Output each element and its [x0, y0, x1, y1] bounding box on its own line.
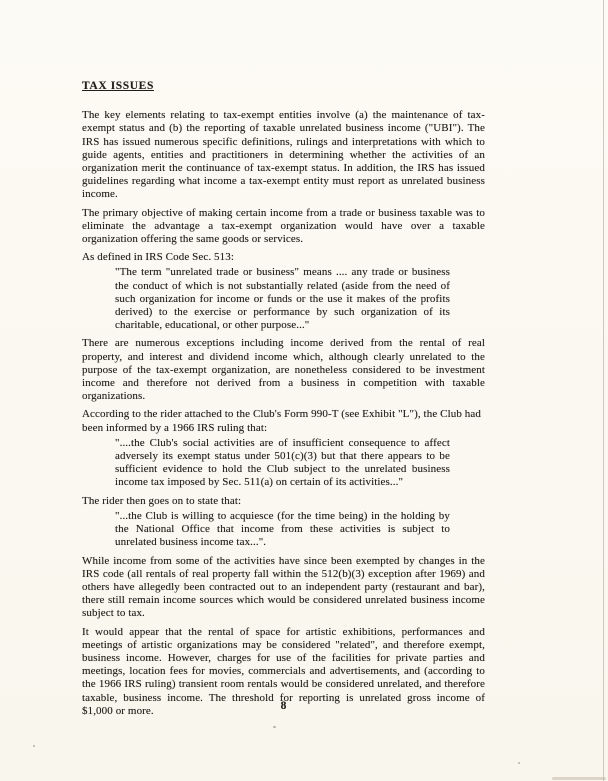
scan-speck — [518, 762, 520, 764]
block-quote-acquiesce: "...the Club is willing to acquiesce (for the time being) in the holding by the National Office that income from these activities is subject to unrelated business income tax...". — [115, 509, 450, 549]
paragraph-rider-goes-on-lead-in: The rider then goes on to state that: — [82, 494, 242, 507]
paragraph-primary-objective: The primary objective of making certain income from a trade or business taxable was to eliminate the advantage a tax-exempt organization would have over a taxable organization offering the same goods or services. — [82, 206, 485, 246]
document-title: TAX ISSUES — [82, 80, 154, 92]
scan-speck — [273, 726, 276, 728]
paragraph-while-income: While income from some of the activities have since been exempted by changes in the IRS code (all rentals of real property fall within the 512(b)(3) exception after 1969) and others have allegedly been contracted out to an independent party (restaurant and bar), there still remain income sources which would be considered unrelated business income subject to tax. — [82, 554, 485, 620]
paragraph-numerous-exceptions: There are numerous exceptions including income derived from the rental of real property, and interest and dividend income which, although clearly unrelated to the purpose of the tax-exempt organization, are nonetheless considered to be investment income and therefore not derived from a business in competition with taxable organizations. — [82, 337, 485, 403]
paragraph-as-defined-lead-in: As defined in IRS Code Sec. 513: — [82, 251, 234, 264]
scan-smudge — [552, 777, 606, 780]
paragraph-rider-lead-in: According to the rider attached to the Club's Form 990-T (see Exhibit "L"), the Club had been informed by a 1966 IRS ruling that: — [82, 408, 481, 434]
scan-speck — [33, 745, 35, 747]
page-number: 8 — [280, 700, 287, 712]
paragraph-key-elements: The key elements relating to tax-exempt entities involve (a) the maintenance of tax-exempt status and (b) the reporting of taxable unrelated business income ("UBI"). The IRS has issued numerous specific definitions, rulings and interpretations with which to guide agents, entities and practitioners in determining whether the activities of an organization merit the continuance of tax-exempt status. In addition, the IRS has issued guidelines regarding what income a tax-exempt entity must report as unrelated business income. — [82, 109, 485, 201]
document-body — [82, 80, 485, 723]
scan-edge-line — [603, 0, 604, 781]
paragraph-rental-of-space: It would appear that the rental of space for artistic exhibitions, performances and meetings of artistic organizations may be considered "related", and therefore exempt, business income. However, charges for use of the facilities for private parties and meetings, location fees for movies, commercials and advertisements, and (according to the 1966 IRS ruling) transient room rentals would be considered unrelated, and therefore taxable, business income. The threshold for reporting is unrelated gross income of $1,000 or more. — [82, 625, 485, 717]
block-quote-social-activities: "....the Club's social activities are of insufficient consequence to affect adversely its exempt status under 501(c)(3) but that there appears to be sufficient evidence to hold the Club subject to the unrelated business income tax imposed by Sec. 511(a) on certain of its activities..." — [115, 436, 450, 489]
block-quote-irs-code-sec-513: "The term "unrelated trade or business" means .... any trade or business the conduct of which is not substantially related (aside from the need of such organization for income or funds or the use it makes of the profits derived) to the exercise or performance by such organization of its charitable, educational, or other purpose..." — [115, 266, 450, 332]
